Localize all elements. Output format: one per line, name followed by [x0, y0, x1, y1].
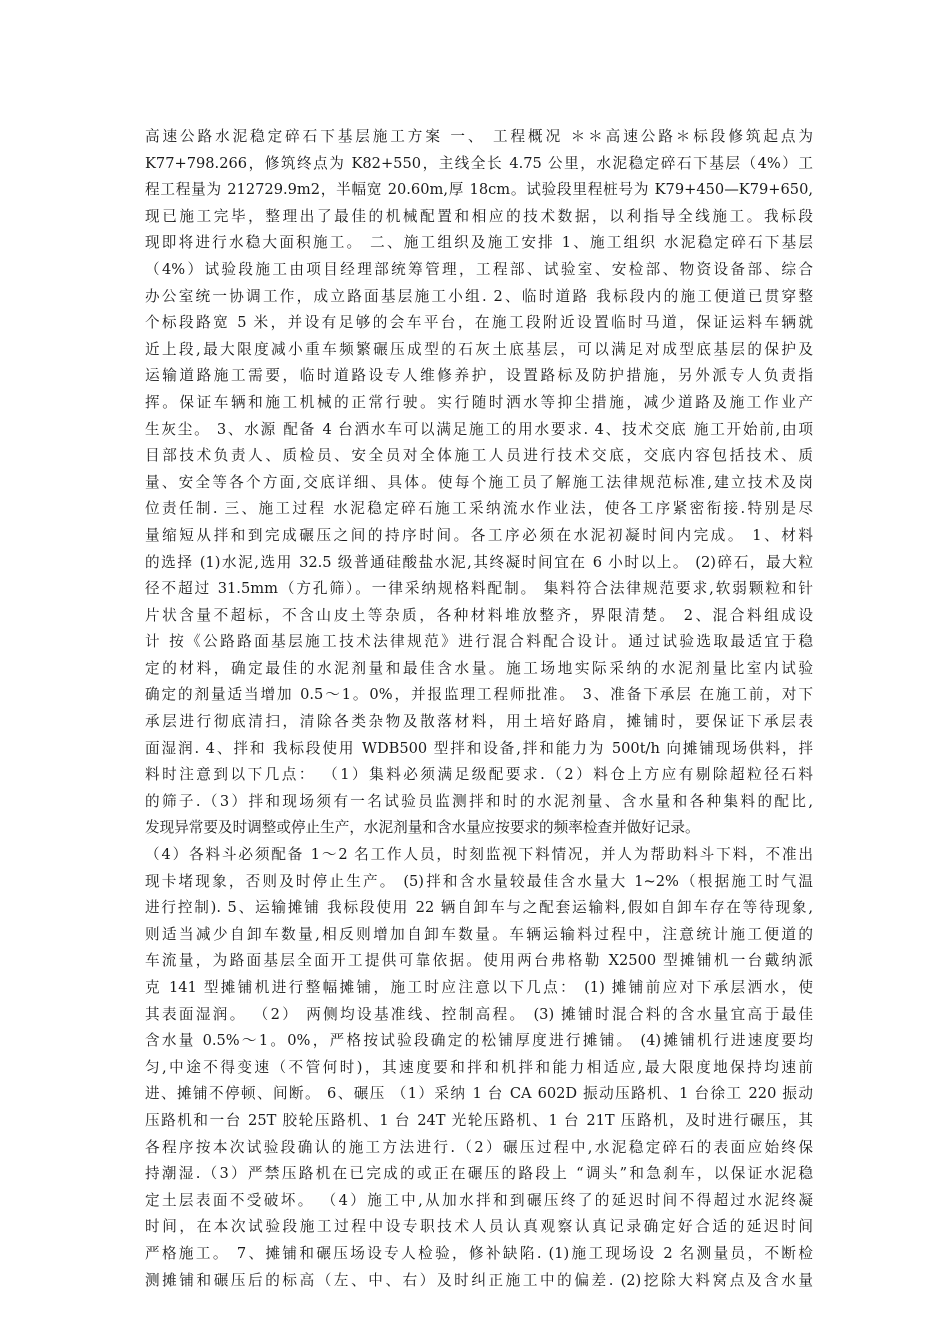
text-line: 进行控制). 5、运输摊铺 我标段使用 22 辆自卸车与之配套运输料,假如自卸车存在等待现象, [145, 899, 813, 917]
text-line: 压路机和一台 25T 胶轮压路机、1 台 24T 光轮压路机、1 台 21T 压路机，及时进行碾压，其 [145, 1111, 813, 1129]
text-line: 生灰尘。 3、水源 配备 4 台洒水车可以满足施工的用水要求. 4、技术交底 施工开始前,由项 [145, 420, 813, 438]
text-line: 其表面湿润。 （2） 两侧均设基准线、控制高程。 (3) 摊铺时混合料的含水量宜高于最佳 [145, 1005, 813, 1023]
text-line: 定土层表面不受破坏。 （4）施工中,从加水拌和到碾压终了的延迟时间不得超过水泥终凝 [145, 1191, 813, 1209]
text-line: （4）各料斗必须配备 1～2 名工作人员，时刻监视下料情况，并人为帮助料斗下料，不准出 [145, 846, 813, 864]
text-line: 面湿润. 4、拌和 我标段使用 WDB500 型拌和设备,拌和能力为 500t/h 向摊铺现场供料，拌 [145, 739, 813, 757]
text-line: 确定的剂量适当增加 0.5～1。0%，并报监理工程师批准。 3、准备下承层 在施工前，对下 [145, 686, 813, 704]
text-line: K77+798.266，修筑终点为 K82+550，主线全长 4.75 公里，水泥稳定碎石下基层（4%）工 [145, 154, 813, 172]
text-line: 则适当减少自卸车数量,相反则增加自卸车数量。车辆运输料过程中，注意统计施工便道的 [145, 925, 813, 943]
text-line: 程工程量为 212729.9m2，半幅宽 20.60m,厚 18cm。试验段里程桩号为 K79+450—K79+650, [145, 181, 813, 199]
text-line: 克 141 型摊铺机进行整幅摊铺，施工时应注意以下几点： (1) 摊铺前应对下承层洒水，使 [145, 979, 813, 996]
text-line: 位责任制. 三、施工过程 水泥稳定碎石施工采纳流水作业法，使各工序紧密衔接.特别是尽 [145, 500, 813, 518]
text-line: 计 按《公路路面基层施工技术法律规范》进行混合料配合设计。通过试验选取最适宜于稳 [145, 633, 813, 651]
text-line: 近上段,最大限度减小重车频繁碾压成型的石灰土底基层，可以满足对成型底基层的保护及 [145, 340, 813, 358]
text-line: 匀,中途不得变速（不管何时)，其速度要和拌和机拌和能力相适应,最大限度地保持均速前 [145, 1058, 813, 1076]
text-line: 的筛子.（3）拌和现场须有一名试验员监测拌和时的水泥剂量、含水量和各种集料的配比, [145, 792, 813, 810]
text-line: 含水量 0.5%～1。0%，严格按试验段确定的松铺厚度进行摊铺。 (4)摊铺机行进速度要均 [145, 1032, 813, 1050]
text-line: 量、安全等各个方面,交底详细、具体。使每个施工员了解施工法律规范标准,建立技术及岗 [145, 473, 813, 491]
text-line: 承层进行彻底清扫，清除各类杂物及散落材料，用土培好路肩，摊铺时，要保证下承层表 [145, 713, 813, 731]
text-line: 现即将进行水稳大面积施工。 二、施工组织及施工安排 1、施工组织 水泥稳定碎石下基层 [145, 234, 813, 252]
text-line: 严格施工。 7、摊铺和碾压场设专人检验，修补缺陷. (1)施工现场设 2 名测量员，不断检 [145, 1244, 813, 1262]
text-line: 的选择 (1)水泥,选用 32.5 级普通硅酸盐水泥,其终凝时间宜在 6 小时以上。 (2)碎石，最大粒 [145, 553, 813, 571]
text-line: 运输道路施工需要，临时道路设专人维修养护，设置路标及防护措施，另外派专人负责指 [145, 367, 813, 385]
text-line: 定的材料，确定最佳的水泥剂量和最佳含水量。施工场地实际采纳的水泥剂量比室内试验 [145, 659, 813, 677]
text-line: 各程序按本次试验段确认的施工方法进行.（2）碾压过程中,水泥稳定碎石的表面应始终保 [145, 1138, 813, 1156]
text-line: 个标段路宽 5 米，并设有足够的会车平台，在施工段附近设置临时马道，保证运料车辆就 [145, 314, 813, 332]
text-line: 径不超过 31.5mm（方孔筛）。一律采纳规格料配制。 集料符合法律规范要求,软弱颗粒和针 [145, 580, 813, 598]
text-line: 发现异常要及时调整或停止生产，水泥剂量和含水量应按要求的频率检查并做好记录。 [145, 819, 700, 837]
text-line: 量缩短从拌和到完成碾压之间的持序时间。各工序必须在水泥初凝时间内完成。 1、材料 [145, 526, 813, 544]
document-body [145, 124, 813, 1294]
text-line: 测摊铺和碾压后的标高（左、中、右）及时纠正施工中的偏差. (2)挖除大料窝点及含水量 [145, 1271, 813, 1289]
text-line: 办公室统一协调工作，成立路面基层施工小组. 2、临时道路 我标段内的施工便道已贯穿整 [145, 287, 813, 305]
text-line: （4%）试验段施工由项目经理部统筹管理，工程部、试验室、安检部、物资设备部、综合 [145, 260, 813, 278]
text-line: 高速公路水泥稳定碎石下基层施工方案 一、 工程概况 ＊＊高速公路＊标段修筑起点为 [145, 128, 813, 145]
text-line: 片状含量不超标，不含山皮土等杂质，各种材料堆放整齐，界限清楚。 2、混合料组成设 [145, 606, 813, 624]
text-line: 挥。保证车辆和施工机械的正常行驶。实行随时洒水等抑尘措施，减少道路及施工作业产 [145, 393, 813, 411]
text-line: 进、摊铺不停顿、间断。 6、碾压 （1）采纳 1 台 CA 602D 振动压路机、1 台徐工 220 振动 [145, 1085, 813, 1103]
text-line: 料时注意到以下几点： （1）集料必须满足级配要求.（2）料仓上方应有剔除超粒径石料 [145, 766, 813, 784]
text-line: 时间，在本次试验段施工过程中设专职技术人员认真观察认真记录确定好合适的延迟时间 [145, 1218, 813, 1236]
text-line: 持潮湿.（3）严禁压路机在已完成的或正在碾压的路段上 “调头”和急刹车，以保证水泥稳 [145, 1165, 813, 1183]
text-line: 车流量，为路面基层全面开工提供可靠依据。使用两台弗格勒 X2500 型摊铺机一台戴纳派 [145, 952, 813, 970]
text-line: 目部技术负责人、质检员、安全员对全体施工人员进行技术交底，交底内容包括技术、质 [145, 447, 813, 465]
text-line: 现已施工完毕，整理出了最佳的机械配置和相应的技术数据，以利指导全线施工。我标段 [145, 207, 813, 225]
text-line: 现卡堵现象，否则及时停止生产。 (5)拌和含水量较最佳含水量大 1~2%（根据施工时气温 [145, 872, 813, 890]
